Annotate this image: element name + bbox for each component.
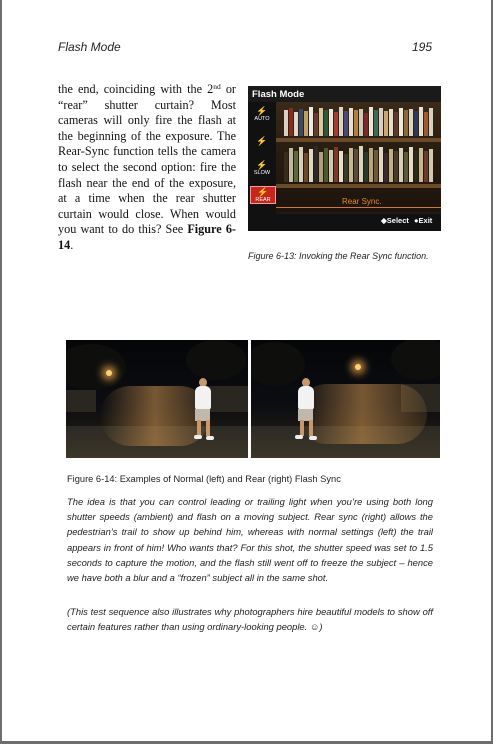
house-silhouette bbox=[206, 386, 248, 412]
flash-bolt-icon: ⚡ bbox=[256, 136, 268, 146]
body-text-middle: or “rear” shutter curtain? Most cameras will only fire the flash at the beginning of the exposure. The Rear-Sync function tells the camera to select the second option: fire the flash near the end of the exposure, at a time when the rear shutter curtain would close. When would you want to do this? See bbox=[58, 82, 236, 237]
body-text-start: the end, coinciding with the 2 bbox=[58, 82, 214, 96]
flash-bolt-icon: ⚡ bbox=[256, 106, 268, 116]
bookshelf-row-top bbox=[284, 106, 434, 136]
tree-silhouette bbox=[186, 340, 246, 380]
lcd-exit-hint[interactable]: ●Exit bbox=[414, 216, 433, 225]
figure-reference: Figure 6-14 bbox=[58, 222, 236, 252]
subject-shirt bbox=[298, 386, 314, 410]
tree-silhouette bbox=[251, 342, 305, 386]
subject-leg bbox=[197, 420, 201, 436]
flash-mode-menu bbox=[248, 102, 276, 231]
subject-shoe bbox=[194, 435, 202, 439]
subject-shoe bbox=[309, 436, 317, 440]
subject-shirt bbox=[195, 386, 211, 410]
lcd-select-hint[interactable]: ◆Select bbox=[381, 216, 409, 225]
house-silhouette bbox=[66, 390, 96, 412]
flash-mode-slow[interactable] bbox=[250, 160, 274, 176]
lcd-selection-underline bbox=[276, 207, 441, 208]
streetlight bbox=[106, 370, 112, 376]
figure-6-13-caption: Figure 6-13: Invoking the Rear Sync function. bbox=[248, 251, 429, 261]
page-number: 195 bbox=[412, 40, 433, 54]
shelf-board-bottom bbox=[276, 184, 441, 188]
camera-lcd-screenshot bbox=[248, 86, 441, 231]
flash-bolt-icon: ⚡ bbox=[256, 160, 268, 170]
subject-leg bbox=[309, 420, 313, 436]
flash-mode-auto[interactable] bbox=[250, 106, 274, 122]
flash-mode-fill[interactable] bbox=[250, 136, 274, 146]
subject-shoe bbox=[295, 435, 303, 439]
tree-silhouette bbox=[391, 340, 440, 380]
bookshelf-row-middle bbox=[284, 144, 434, 182]
flash-mode-label: REAR bbox=[255, 197, 271, 203]
ordinal-superscript: nd bbox=[213, 82, 221, 91]
running-header-title: Flash Mode bbox=[58, 40, 121, 54]
subject-leg bbox=[206, 420, 210, 436]
flash-mode-rear[interactable] bbox=[250, 186, 276, 204]
tree-silhouette bbox=[66, 344, 126, 390]
lcd-selected-mode-label: Rear Sync. bbox=[342, 197, 382, 206]
subject-shoe bbox=[206, 436, 214, 440]
body-text-end: . bbox=[70, 237, 74, 252]
lcd-menu-title: Flash Mode bbox=[252, 89, 305, 100]
lcd-live-view-photo bbox=[276, 102, 441, 212]
flash-mode-label: SLOW bbox=[253, 170, 271, 176]
figure-6-14-caption: Figure 6-14: Examples of Normal (left) and Rear (right) Flash Sync bbox=[67, 474, 341, 484]
explanation-paragraph: The idea is that you can control leading or trailing light when you’re using both long shutter speeds (ambient) and flash on a moving subject. Rear sync (right) allows the pedestrian’s trail to show up behind him, whereas with normal settings (left) the trail appears in front of him! Who wants that? For this shot, the shutter speed was set to 1.5 seconds to capture the motion, and the flash still went off to freeze the subject – hence we have both a blur and a “frozen” subject all in the same shot. bbox=[67, 496, 433, 584]
flash-bolt-icon: ⚡ bbox=[257, 187, 269, 197]
normal-flash-sync-photo bbox=[66, 340, 248, 458]
subject-leg bbox=[300, 420, 304, 436]
flash-mode-label: AUTO bbox=[254, 116, 270, 122]
page-left-border bbox=[0, 0, 2, 744]
shelf-board-top bbox=[276, 138, 441, 142]
body-paragraph bbox=[58, 82, 236, 254]
motion-trail-blur bbox=[297, 384, 427, 444]
streetlight bbox=[355, 364, 361, 370]
aside-paragraph: (This test sequence also illustrates why photographers hire beautiful models to show off certain features rather than using ordinary-looking people. ☺) bbox=[67, 606, 433, 633]
rear-flash-sync-photo bbox=[251, 340, 440, 458]
